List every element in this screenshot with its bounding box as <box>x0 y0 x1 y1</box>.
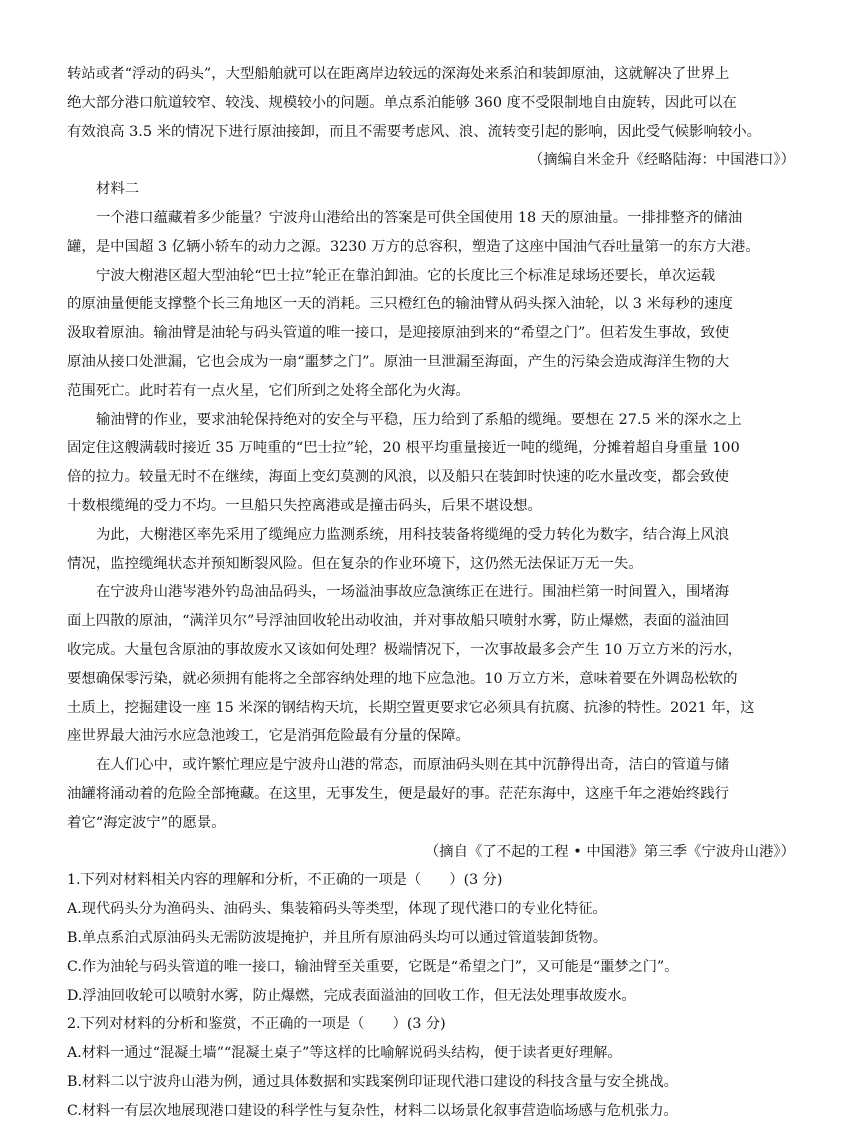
text-line: 范围死亡。此时若有一点火星，它们所到之处将全部化为火海。 <box>67 382 470 399</box>
text-line: 的原油量便能支撑整个长三角地区一天的消耗。三只橙红色的输油臂从码头探入油轮，以 3 米每秒的速度 <box>67 296 733 313</box>
source-citation: （摘编自米金升《经略陆海：中国港口》） <box>528 152 795 169</box>
question-line: 1.下列对材料相关内容的理解和分析，不正确的一项是（ ）(3 分) <box>67 872 503 889</box>
text-line: 土质上，挖掘建设一座 15 米深的钢结构天坑，长期空置更要求它必须具有抗腐、抗渗的特性。2021 年，这 <box>67 699 755 716</box>
text-line: 绝大部分港口航道较窄、较浅、规模较小的问题。单点系泊能够 360 度不受限制地自由旋转，因此可以在 <box>67 94 737 111</box>
text-line: 固定住这艘满载时接近 35 万吨重的“巴士拉”轮，20 根平均重量接近一吨的缆绳，分摊着超自身重量 100 <box>67 440 740 457</box>
text-line: 着它“海定波宁”的愿景。 <box>67 814 226 831</box>
paragraph-start-line: 在宁波舟山港岑港外钓岛油品码头，一场溢油事故应急演练正在进行。围油栏第一时间置入，围堵海 <box>96 584 730 601</box>
text-line: 收完成。大量包含原油的事故废水又该如何处理？极端情况下，一次事故最多会产生 10 万立方米的污水， <box>67 641 743 658</box>
text-line: 面上四散的原油，“满洋贝尔”号浮油回收轮出动收油，并对事故船只喷射水雾，防止爆燃，表面的溢油回 <box>67 613 730 630</box>
text-line: 罐，是中国超 3 亿辆小轿车的动力之源。3230 万方的总容积，塑造了这座中国油气吞吐量第一的东方大港。 <box>67 238 760 255</box>
text-line: 有效浪高 3.5 米的情况下进行原油接卸，而且不需要考虑风、浪、流转变引起的影响，因此受气候影响较小。 <box>67 123 762 140</box>
question-line: A.材料一通过“混凝土墙”“混凝土桌子”等这样的比喻解说码头结构，便于读者更好理解。 <box>67 1045 622 1062</box>
document-page <box>67 60 811 1125</box>
text-line: 原油从接口处泄漏，它也会成为一扇“噩梦之门”。原油一旦泄漏至海面，产生的污染会造成海洋生物的大 <box>67 353 730 370</box>
question-line: 2.下列对材料的分析和鉴赏，不正确的一项是（ ）(3 分) <box>67 1016 446 1033</box>
question-line: B.材料二以宁波舟山港为例，通过具体数据和实践案例印证现代港口建设的科技含量与安全挑战。 <box>67 1073 678 1090</box>
text-line: 十数根缆绳的受力不均。一旦船只失控离港或是撞击码头，后果不堪设想。 <box>67 497 542 514</box>
text-line: 要想确保零污染，就必须拥有能将之全部容纳处理的地下应急池。10 万立方米，意味着要在外调岛松软的 <box>67 670 738 687</box>
question-line: D.浮油回收轮可以喷射水雾，防止爆燃，完成表面溢油的回收工作，但无法处理事故废水。 <box>67 987 636 1004</box>
paragraph-start-line: 材料二 <box>96 181 140 198</box>
paragraph-start-line: 宁波大榭港区超大型油轮“巴士拉”轮正在靠泊卸油。它的长度比三个标准足球场还要长，单次运载 <box>96 267 716 284</box>
question-line: C.材料一有层次地展现港口建设的科学性与复杂性，材料二以场景化叙事营造临场感与危机张力。 <box>67 1102 678 1119</box>
question-line: B.单点系泊式原油码头无需防波堤掩护，并且所有原油码头均可以通过管道装卸货物。 <box>67 929 607 946</box>
text-line: 倍的拉力。较量无时不在继续，海面上变幻莫测的风浪，以及船只在装卸时快速的吃水量改变，都会致使 <box>67 469 729 486</box>
paragraph-start-line: 为此，大榭港区率先采用了缆绳应力监测系统，用科技装备将缆绳的受力转化为数字，结合海上风浪 <box>96 526 730 543</box>
text-line: 转站或者“浮动的码头”，大型船舶就可以在距离岸边较远的深海处来系泊和装卸原油，这就解决了世界上 <box>67 66 730 82</box>
text-line: 汲取着原油。输油臂是油轮与码头管道的唯一接口，是迎接原油到来的“希望之门”。但若发生事故，致使 <box>67 325 730 342</box>
question-line: C.作为油轮与码头管道的唯一接口，输油臂至关重要，它既是“希望之门”，又可能是“噩梦之门”。 <box>67 958 679 975</box>
paragraph-start-line: 一个港口蕴藏着多少能量？宁波舟山港给出的答案是可供全国使用 18 天的原油量。一排排整齐的储油 <box>96 209 743 226</box>
text-line: 油罐将涌动着的危险全部掩藏。在这里，无事发生，便是最好的事。茫茫东海中，这座千年之港始终践行 <box>67 785 729 802</box>
question-line: A.现代码头分为渔码头、油码头、集装箱码头等类型，体现了现代港口的专业化特征。 <box>67 901 607 918</box>
text-line: 情况，监控缆绳状态并预知断裂风险。但在复杂的作业环境下，这仍然无法保证万无一失。 <box>67 555 643 572</box>
source-citation: （摘自《了不起的工程 • 中国港》第三季《宁波舟山港》） <box>424 843 795 860</box>
paragraph-start-line: 输油臂的作业，要求油轮保持绝对的安全与平稳，压力给到了系船的缆绳。要想在 27.5 米的深水之上 <box>96 411 742 428</box>
paragraph-start-line: 在人们心中，或许繁忙理应是宁波舟山港的常态，而原油码头则在其中沉静得出奇，洁白的管道与储 <box>96 757 730 774</box>
text-line: 座世界最大油污水应急池竣工，它是消弭危险最有分量的保障。 <box>67 728 470 745</box>
